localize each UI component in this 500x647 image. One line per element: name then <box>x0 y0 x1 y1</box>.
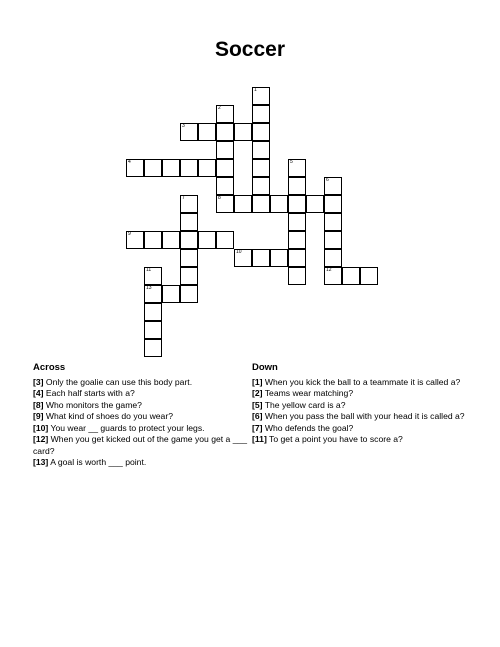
grid-cell[interactable] <box>324 213 342 231</box>
clue-text: When you kick the ball to a teammate it is called a? <box>262 376 461 387</box>
down-clue <box>252 434 467 446</box>
grid-cell[interactable] <box>324 177 342 195</box>
clue-number-label: [1] <box>252 376 263 387</box>
grid-cell[interactable] <box>252 159 270 177</box>
clue-number: 9 <box>128 231 131 237</box>
grid-cell[interactable] <box>288 231 306 249</box>
clue-number-label: [9] <box>33 411 44 421</box>
grid-cell[interactable] <box>144 285 162 303</box>
across-clue <box>33 388 248 400</box>
grid-cell[interactable] <box>162 159 180 177</box>
grid-cell[interactable] <box>324 195 342 213</box>
clue-number-label: [12] <box>33 434 49 444</box>
clue-number: 13 <box>146 285 152 291</box>
clue-number: 2 <box>218 105 221 111</box>
grid-cell[interactable] <box>216 123 234 141</box>
clue-text: Teams wear matching? <box>262 388 354 398</box>
clue-number: 11 <box>146 267 152 273</box>
grid-cell[interactable] <box>180 267 198 285</box>
down-clue <box>252 388 467 400</box>
grid-cell[interactable] <box>360 267 378 285</box>
grid-cell[interactable] <box>144 303 162 321</box>
clue-text: What kind of shoes do you wear? <box>43 411 173 421</box>
across-clue <box>33 411 248 423</box>
grid-cell[interactable] <box>306 195 324 213</box>
down-heading: Down <box>252 362 278 373</box>
grid-cell[interactable] <box>144 267 162 285</box>
clue-number-label: [4] <box>33 388 44 398</box>
clue-number: 1 <box>254 87 257 93</box>
clue-number-label: [2] <box>252 388 263 398</box>
clue-number-label: [7] <box>252 422 263 433</box>
grid-cell[interactable] <box>216 105 234 123</box>
clue-text: Who defends the goal? <box>262 422 354 433</box>
across-clues <box>33 362 248 469</box>
grid-cell[interactable] <box>180 213 198 231</box>
clue-number-label: [8] <box>33 399 44 410</box>
clue-number: 5 <box>290 159 293 165</box>
clue-number-label: [10] <box>33 422 49 433</box>
puzzle-title: Soccer <box>214 38 286 61</box>
grid-cell[interactable] <box>252 87 270 105</box>
clue-number-label: [3] <box>33 376 44 387</box>
across-clue <box>33 434 248 457</box>
clue-text: The yellow card is a? <box>262 399 346 410</box>
grid-cell[interactable] <box>270 249 288 267</box>
clue-number-label: [11] <box>252 434 267 444</box>
grid-cell[interactable] <box>324 267 342 285</box>
grid-cell[interactable] <box>198 231 216 249</box>
grid-cell[interactable] <box>144 231 162 249</box>
across-clue-list <box>33 377 248 469</box>
grid-cell[interactable] <box>180 159 198 177</box>
clue-number-label: [5] <box>252 399 263 410</box>
grid-cell[interactable] <box>162 285 180 303</box>
grid-cell[interactable] <box>252 177 270 195</box>
grid-cell[interactable] <box>342 267 360 285</box>
clue-number: 8 <box>218 195 221 201</box>
grid-cell[interactable] <box>288 159 306 177</box>
grid-cell[interactable] <box>288 195 306 213</box>
grid-cell[interactable] <box>216 231 234 249</box>
clue-text: Only the goalie can use this body part. <box>43 376 193 387</box>
grid-cell[interactable] <box>324 231 342 249</box>
grid-cell[interactable] <box>180 195 198 213</box>
clue-number: 10 <box>236 249 242 255</box>
grid-cell[interactable] <box>252 105 270 123</box>
clue-text: Who monitors the game? <box>43 399 142 410</box>
across-heading: Across <box>33 362 66 373</box>
grid-cell[interactable] <box>216 177 234 195</box>
clue-text: A goal is worth ___ point. <box>48 457 147 467</box>
down-clue <box>252 411 467 423</box>
clue-text: To get a point you have to score a? <box>266 434 403 444</box>
grid-cell[interactable] <box>126 231 144 249</box>
grid-cell[interactable] <box>126 159 144 177</box>
across-clue <box>33 377 248 389</box>
grid-cell[interactable] <box>180 249 198 267</box>
clue-number: 4 <box>128 159 131 165</box>
grid-cell[interactable] <box>216 195 234 213</box>
grid-cell[interactable] <box>288 267 306 285</box>
grid-cell[interactable] <box>234 249 252 267</box>
grid-cell[interactable] <box>288 213 306 231</box>
grid-cell[interactable] <box>180 285 198 303</box>
down-clues <box>252 362 467 446</box>
grid-cell[interactable] <box>288 177 306 195</box>
grid-cell[interactable] <box>216 141 234 159</box>
grid-cell[interactable] <box>252 141 270 159</box>
grid-cell[interactable] <box>180 123 198 141</box>
clue-text: When you pass the ball with your head it is called a? <box>262 411 465 421</box>
grid-cell[interactable] <box>162 231 180 249</box>
grid-cell[interactable] <box>144 339 162 357</box>
clue-number: 12 <box>326 267 332 273</box>
clue-text: You wear __ guards to protect your legs. <box>48 422 205 433</box>
grid-cell[interactable] <box>216 159 234 177</box>
grid-cell[interactable] <box>180 231 198 249</box>
grid-cell[interactable] <box>288 249 306 267</box>
grid-cell[interactable] <box>144 159 162 177</box>
grid-cell[interactable] <box>234 195 252 213</box>
clue-number-label: [6] <box>252 411 263 421</box>
grid-cell[interactable] <box>252 195 270 213</box>
down-clue <box>252 423 467 435</box>
grid-cell[interactable] <box>198 123 216 141</box>
grid-cell[interactable] <box>252 123 270 141</box>
clue-number: 3 <box>182 123 185 129</box>
grid-cell[interactable] <box>144 321 162 339</box>
grid-cell[interactable] <box>324 249 342 267</box>
across-clue <box>33 457 248 469</box>
clue-number: 7 <box>182 195 185 201</box>
down-clue <box>252 377 467 389</box>
grid-cell[interactable] <box>234 123 252 141</box>
clue-text: When you get kicked out of the game you get a ___ card? <box>33 434 248 456</box>
down-clue <box>252 400 467 412</box>
across-clue <box>33 400 248 412</box>
down-clue-list <box>252 377 467 446</box>
clue-text: Each half starts with a? <box>43 388 135 398</box>
clue-number-label: [13] <box>33 457 49 467</box>
grid-cell[interactable] <box>252 249 270 267</box>
clue-number: 6 <box>326 177 329 183</box>
grid-cell[interactable] <box>198 159 216 177</box>
grid-cell[interactable] <box>270 195 288 213</box>
across-clue <box>33 423 248 435</box>
